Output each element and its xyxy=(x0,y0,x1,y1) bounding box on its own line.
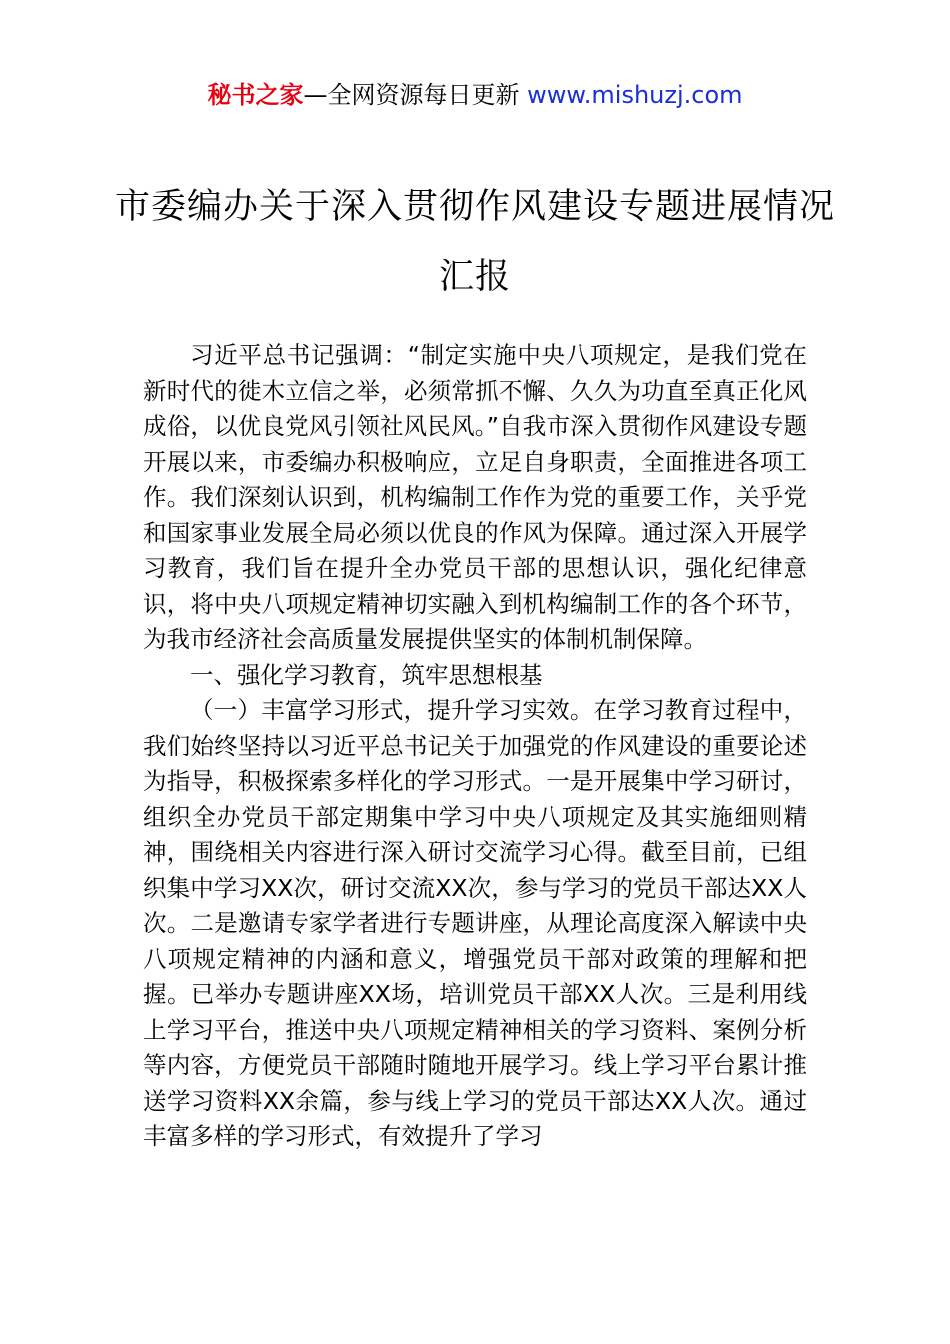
intro-paragraph: 习近平总书记强调：“制定实施中央八项规定，是我们党在新时代的徙木立信之举，必须常抓不懈、久久为功直至真正化风成俗，以优良党风引领社风民风。”自我市深入贯彻作风建设专题开展以来，市委编办积极响应，立足自身职责，全面推进各项工作。我们深刻认识到，机构编制工作作为党的重要工作，关乎党和国家事业发展全局必须以优良的作风为保障。通过深入开展学习教育，我们旨在提升全办党员干部的思想认识，强化纪律意识，将中央八项规定精神切实融入到机构编制工作的各个环节，为我市经济社会高质量发展提供坚实的体制机制保障。 xyxy=(143,341,807,653)
document-title: 市委编办关于深入贯彻作风建设专题进展情况汇报 xyxy=(114,187,835,297)
site-header xyxy=(0,78,950,112)
site-url-link[interactable]: www.mishuzj.com xyxy=(527,81,743,109)
site-brand: 秘书之家 xyxy=(207,81,304,109)
site-tagline: —全网资源每日更新 xyxy=(303,81,528,109)
section-heading-1: 一、强化学习教育，筑牢思想根基 xyxy=(190,660,543,689)
document-body xyxy=(143,338,807,1155)
subsection-paragraph-1: （一）丰富学习形式，提升学习实效。在学习教育过程中，我们始终坚持以习近平总书记关于加强党的作风建设的重要论述为指导，积极探索多样化的学习形式。一是开展集中学习研讨，组织全办党员干部定期集中学习中央八项规定及其实施细则精神，围绕相关内容进行深入研讨交流学习心得。截至目前，已组织集中学习XX次，研讨交流XX次，参与学习的党员干部达XX人次。二是邀请专家学者进行专题讲座，从理论高度深入解读中央八项规定精神的内涵和意义，增强党员干部对政策的理解和把握。已举办专题讲座XX场，培训党员干部XX人次。三是利用线上学习平台，推送中央八项规定精神相关的学习资料、案例分析等内容，方便党员干部随时随地开展学习。线上学习平台累计推送学习资料XX余篇，参与线上学习的党员干部达XX人次。通过丰富多样的学习形式，有效提升了学习 xyxy=(143,696,807,1150)
